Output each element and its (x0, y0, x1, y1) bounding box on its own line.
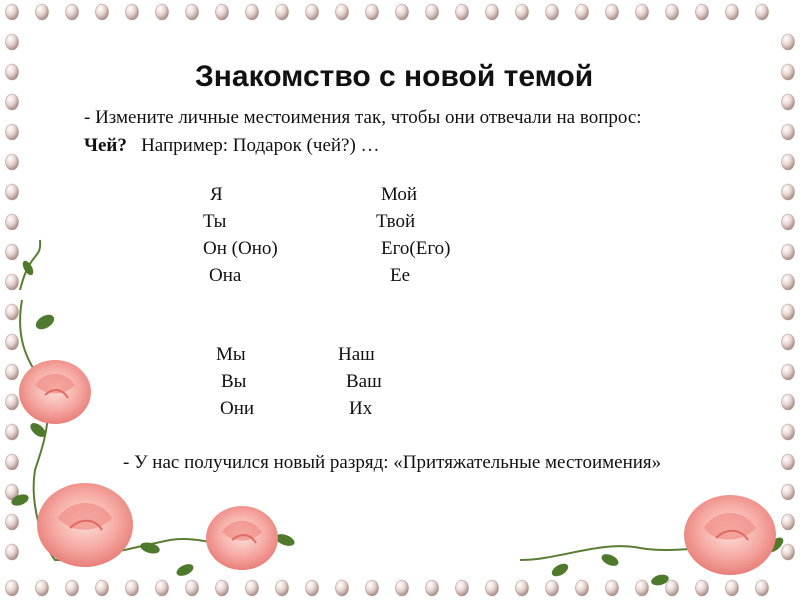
pearl-bead (782, 274, 795, 290)
pearl-bead (606, 580, 619, 596)
pronoun-personal: Он (Оно) (203, 238, 278, 259)
pearl-bead (396, 580, 409, 596)
pearl-bead (782, 454, 795, 470)
pearl-bead (486, 4, 499, 20)
pearl-bead (6, 454, 19, 470)
pearl-bead (216, 580, 229, 596)
pearl-bead (6, 484, 19, 500)
pearl-bead (606, 4, 619, 20)
pearl-bead (546, 4, 559, 20)
pearl-bead (636, 4, 649, 20)
pearl-bead (782, 184, 795, 200)
pearl-bead (6, 544, 19, 560)
pearl-bead (336, 4, 349, 20)
pearl-bead (246, 4, 259, 20)
pearl-bead (276, 4, 289, 20)
slide-title: Знакомство с новой темой (195, 60, 594, 93)
pearl-bead (306, 580, 319, 596)
pearl-bead (186, 580, 199, 596)
pearl-bead (456, 4, 469, 20)
pearl-bead (426, 580, 439, 596)
pronoun-possessive: Мой (381, 184, 418, 205)
pearl-bead (782, 154, 795, 170)
pronoun-possessive: Ваш (346, 371, 382, 392)
pearl-bead (6, 244, 19, 260)
pearl-bead (396, 4, 409, 20)
pearl-bead (6, 304, 19, 320)
pearl-bead (366, 580, 379, 596)
pearl-bead (666, 4, 679, 20)
pearl-bead (782, 394, 795, 410)
pearl-bead (426, 4, 439, 20)
pronoun-personal: Они (220, 398, 255, 419)
conclusion-text: - У нас получился новый разряд: «Притяжательные местоимения» (123, 452, 662, 473)
pearl-bead (546, 580, 559, 596)
pearl-bead (126, 580, 139, 596)
pearl-bead (6, 184, 19, 200)
pearl-bead (782, 544, 795, 560)
pearl-bead (6, 364, 19, 380)
pearl-bead (636, 580, 649, 596)
pearl-bead (576, 580, 589, 596)
pearl-bead (156, 4, 169, 20)
question-word: Чей? (84, 135, 127, 156)
pearl-bead (6, 514, 19, 530)
pronoun-possessive: Его(Его) (381, 238, 451, 259)
pearl-bead (726, 4, 739, 20)
pearl-bead (6, 154, 19, 170)
pearl-bead (756, 4, 769, 20)
pearl-bead (6, 394, 19, 410)
pearl-bead (246, 580, 259, 596)
pearl-bead (6, 94, 19, 110)
pearl-bead (186, 4, 199, 20)
instruction-line: - Измените личные местоимения так, чтобы они отвечали на вопрос: (84, 107, 642, 128)
example-text: Например: Подарок (чей?) … (141, 135, 380, 156)
pearl-bead (126, 4, 139, 20)
pronoun-personal: Ты (203, 211, 227, 232)
pronoun-possessive: Наш (338, 344, 375, 365)
pearl-bead (782, 94, 795, 110)
instruction-text (84, 104, 764, 160)
pearl-bead (96, 4, 109, 20)
pearl-bead (782, 34, 795, 50)
pearl-bead (6, 124, 19, 140)
pearl-bead (782, 244, 795, 260)
pearl-bead (782, 214, 795, 230)
pearl-bead (782, 364, 795, 380)
pearl-bead (756, 580, 769, 596)
pearl-bead (6, 34, 19, 50)
pearl-bead (36, 4, 49, 20)
pearl-bead (6, 274, 19, 290)
pearl-bead (576, 4, 589, 20)
pearl-bead (516, 4, 529, 20)
pearl-bead (782, 514, 795, 530)
pearl-bead (516, 580, 529, 596)
pronoun-personal: Мы (216, 344, 246, 365)
pearl-bead (6, 64, 19, 80)
pronoun-possessive: Ее (390, 265, 411, 286)
pearl-bead (36, 580, 49, 596)
pearl-bead (456, 580, 469, 596)
pearl-bead (306, 4, 319, 20)
pearl-bead (696, 4, 709, 20)
pronoun-possessive: Их (349, 398, 373, 419)
pronoun-personal: Вы (221, 371, 247, 392)
pearl-bead (216, 4, 229, 20)
instruction-example-line (84, 132, 764, 160)
pearl-bead (6, 334, 19, 350)
pearl-bead (66, 4, 79, 20)
pearl-bead (336, 580, 349, 596)
pearl-bead (486, 580, 499, 596)
pearl-bead (66, 580, 79, 596)
pearl-bead (276, 580, 289, 596)
pearl-bead (782, 424, 795, 440)
pearl-bead (696, 580, 709, 596)
pearl-bead (6, 424, 19, 440)
pronoun-personal: Я (210, 184, 223, 205)
pearl-bead (6, 4, 19, 20)
pearl-bead (782, 304, 795, 320)
pearl-bead (782, 484, 795, 500)
pronoun-personal: Она (209, 265, 242, 286)
pearl-bead (6, 214, 19, 230)
pearl-bead (726, 580, 739, 596)
pearl-bead (366, 4, 379, 20)
pearl-bead (782, 124, 795, 140)
pearl-bead (6, 580, 19, 596)
pearl-bead (666, 580, 679, 596)
pearl-bead (782, 64, 795, 80)
pearl-bead (156, 580, 169, 596)
pearl-bead (782, 334, 795, 350)
pearl-bead (96, 580, 109, 596)
pronoun-possessive: Твой (376, 211, 416, 232)
